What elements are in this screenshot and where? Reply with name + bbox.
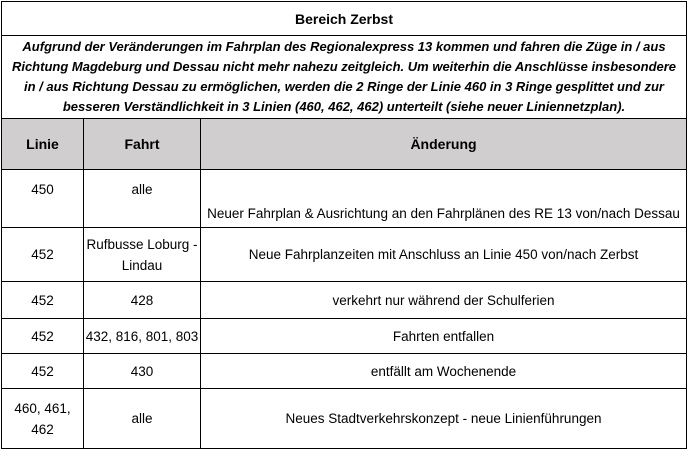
table-row — [2, 170, 687, 228]
cell-linie: 452 — [2, 282, 84, 319]
cell-aenderung: Neuer Fahrplan & Ausrichtung an den Fahrplänen des RE 13 von/nach Dessau — [201, 170, 687, 228]
intro-text: Aufgrund der Veränderungen im Fahrplan des Regionalexpress 13 kommen und fahren die Züge in / aus Richtung Magdeburg und Dessau nicht mehr nahezu zeitgleich. Um weiterhin die Anschlüsse insbesondere in / aus Richtung Dessau zu ermöglichen, werden die 2 Ringe der Linie 460 in 3 Ringe gesplittet und zur besseren Verständlichkeit in 3 Linien (460, 462, 462) unterteilt (siehe neuer Liniennetzplan). — [2, 36, 687, 119]
cell-linie: 452 — [2, 228, 84, 282]
cell-linie: 460, 461, 462 — [2, 389, 84, 449]
cell-linie: 450 — [2, 170, 84, 228]
table-row — [2, 228, 687, 282]
table-header-row — [2, 119, 687, 170]
cell-fahrt: 430 — [84, 354, 201, 389]
cell-linie: 452 — [2, 354, 84, 389]
header-fahrt: Fahrt — [84, 119, 201, 170]
table-row — [2, 319, 687, 354]
cell-aenderung: verkehrt nur während der Schulferien — [201, 282, 687, 319]
cell-fahrt: alle — [84, 389, 201, 449]
cell-fahrt: 432, 816, 801, 803 — [84, 319, 201, 354]
table-row — [2, 354, 687, 389]
cell-aenderung: Neues Stadtverkehrskonzept - neue Linienführungen — [201, 389, 687, 449]
document-title: Bereich Zerbst — [2, 2, 687, 36]
header-linie: Linie — [2, 119, 84, 170]
change-table — [1, 1, 687, 449]
cell-fahrt: alle — [84, 170, 201, 228]
table-row — [2, 282, 687, 319]
cell-aenderung: entfällt am Wochenende — [201, 354, 687, 389]
cell-fahrt: Rufbusse Loburg - Lindau — [84, 228, 201, 282]
cell-fahrt: 428 — [84, 282, 201, 319]
header-aenderung: Änderung — [201, 119, 687, 170]
cell-aenderung: Neue Fahrplanzeiten mit Anschluss an Linie 450 von/nach Zerbst — [201, 228, 687, 282]
cell-linie: 452 — [2, 319, 84, 354]
table-row — [2, 389, 687, 449]
cell-aenderung: Fahrten entfallen — [201, 319, 687, 354]
